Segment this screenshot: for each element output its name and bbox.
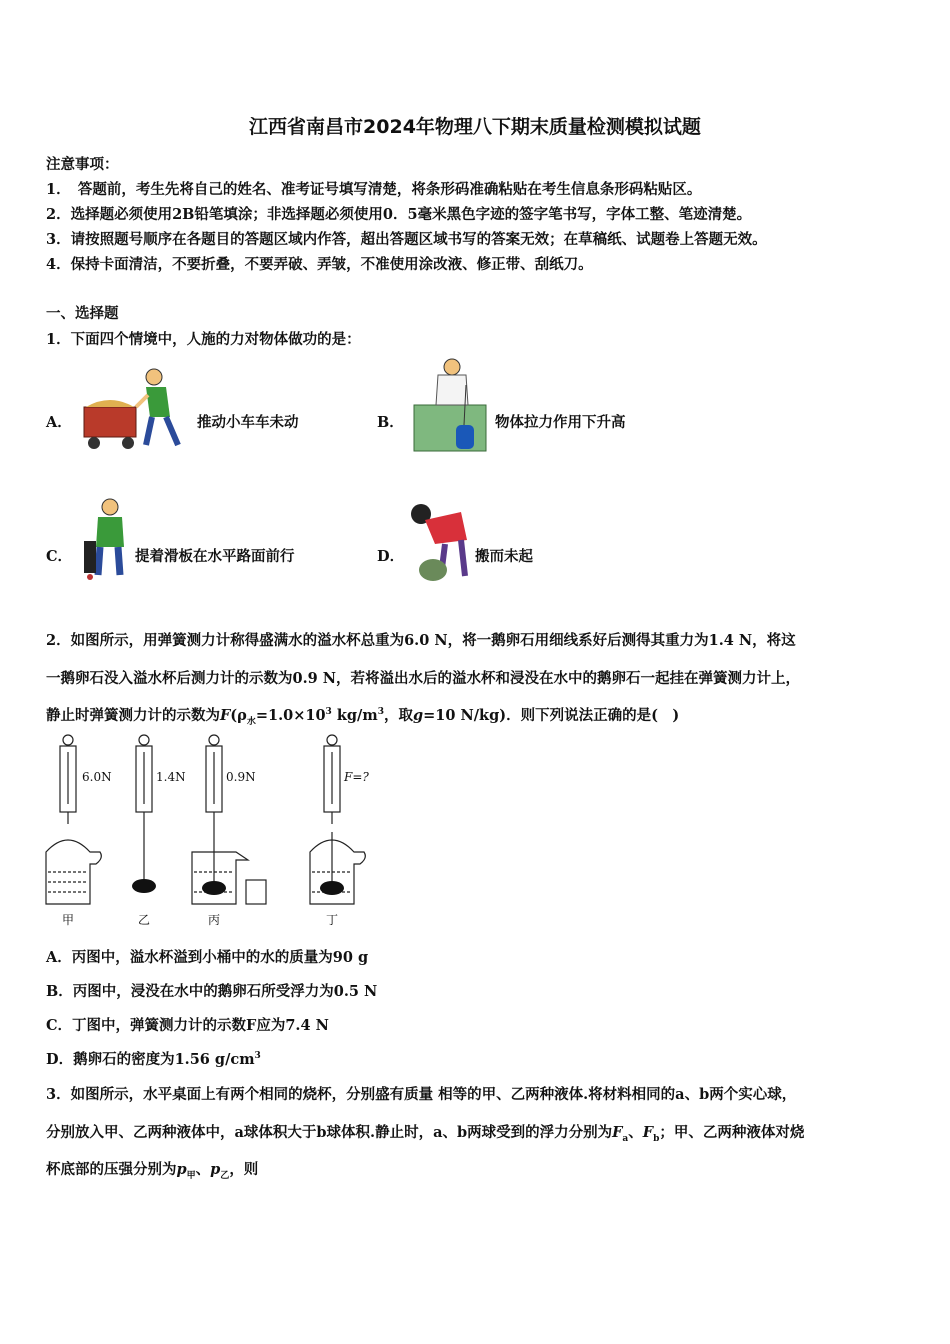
notice-item: 4．保持卡面清洁，不要折叠，不要弄破、弄皱，不准使用涂改液、修正带、刮纸刀。 <box>46 256 593 273</box>
notice-item: 3．请按照题号顺序在各题目的答题区域内作答，超出答题区域书写的答案无效；在草稿纸、试题卷上答题无效。 <box>46 231 767 248</box>
pushing-cart-illustration <box>80 365 190 455</box>
failing-to-lift-illustration <box>405 500 475 582</box>
spring-scale-figure <box>40 732 380 932</box>
q3-stem-line: 3．如图所示，水平桌面上有两个相同的烧杯，分别盛有质量 相等的甲、乙两种液体.将材料相同的a、b两个实心球， <box>46 1086 797 1103</box>
q2-stem-line: 一鹅卵石没入溢水杯后测力计的示数为0.9 N，若将溢出水后的溢水杯和浸没在水中的鹅卵石一起挂在弹簧测力计上， <box>46 670 801 687</box>
q2-option-c: C．丁图中，弹簧测力计的示数F应为7.4 N <box>46 1017 329 1034</box>
q1-option-a-letter: A． <box>46 414 72 431</box>
q2-option-b: B．丙图中，浸没在水中的鹅卵石所受浮力为0.5 N <box>46 983 378 1000</box>
q1-option-b-letter: B． <box>377 414 404 431</box>
caption-jia: 甲 <box>62 913 75 927</box>
q1-option-c-text: 提着滑板在水平路面前行 <box>135 548 295 565</box>
q1-option-d-text: 搬而未起 <box>475 548 533 565</box>
reading-bing: 0.9N <box>226 770 256 784</box>
q2-option-a: A．丙图中，溢水杯溢到小桶中的水的质量为90 g <box>46 949 369 966</box>
reading-ding: F=? <box>344 770 369 784</box>
caption-bing: 丙 <box>208 913 221 927</box>
q1-option-c-letter: C． <box>46 548 73 565</box>
notice-heading: 注意事项： <box>46 156 119 173</box>
q2-stem-line: 2．如图所示，用弹簧测力计称得盛满水的溢水杯总重为6.0 N，将一鹅卵石用细线系好后测得其重力为1.4 N，将这 <box>46 632 796 649</box>
lifting-object-illustration <box>410 355 490 455</box>
q3-stem-line-2: 分别放入甲、乙两种液体中，a球体积大于b球体积.静止时，a、b两球受到的浮力分别为$F_a$、$F_b$；甲、乙两种液体对烧 <box>46 1124 805 1144</box>
page-title: 江西省南昌市2024年物理八下期末质量检测模拟试题 <box>249 116 701 138</box>
q1-option-a-text: 推动小车车未动 <box>197 414 299 431</box>
section-heading: 一、选择题 <box>46 305 119 322</box>
notice-item: 1． 答题前，考生先将自己的姓名、准考证号填写清楚，将条形码准确粘贴在考生信息条形码粘贴区。 <box>46 181 702 198</box>
q1-option-d-letter: D． <box>377 548 405 565</box>
q1-stem: 1．下面四个情境中，人施的力对物体做功的是： <box>46 331 361 348</box>
q1-option-b-text: 物体拉力作用下升高 <box>495 414 626 431</box>
q3-stem-line-3: 杯底部的压强分别为$p_甲$、$p_乙$，则 <box>46 1161 259 1181</box>
reading-yi: 1.4N <box>156 770 186 784</box>
reading-jia: 6.0N <box>82 770 112 784</box>
carrying-skateboard-illustration <box>82 495 134 583</box>
q2-stem-line-3: 静止时弹簧测力计的示数为$F(\rho_水=1.0\times 10^3$ $kg/m^3$，取g=10 N/kg)．则下列说法正确的是( ) <box>46 707 680 727</box>
q2-option-d: D．鹅卵石的密度为1.56 $g/cm^3$ <box>46 1051 261 1068</box>
caption-ding: 丁 <box>326 913 339 927</box>
notice-item: 2．选择题必须使用2B铅笔填涂；非选择题必须使用0．5毫米黑色字迹的签字笔书写，字体工整、笔迹清楚。 <box>46 206 752 223</box>
caption-yi: 乙 <box>138 913 151 927</box>
